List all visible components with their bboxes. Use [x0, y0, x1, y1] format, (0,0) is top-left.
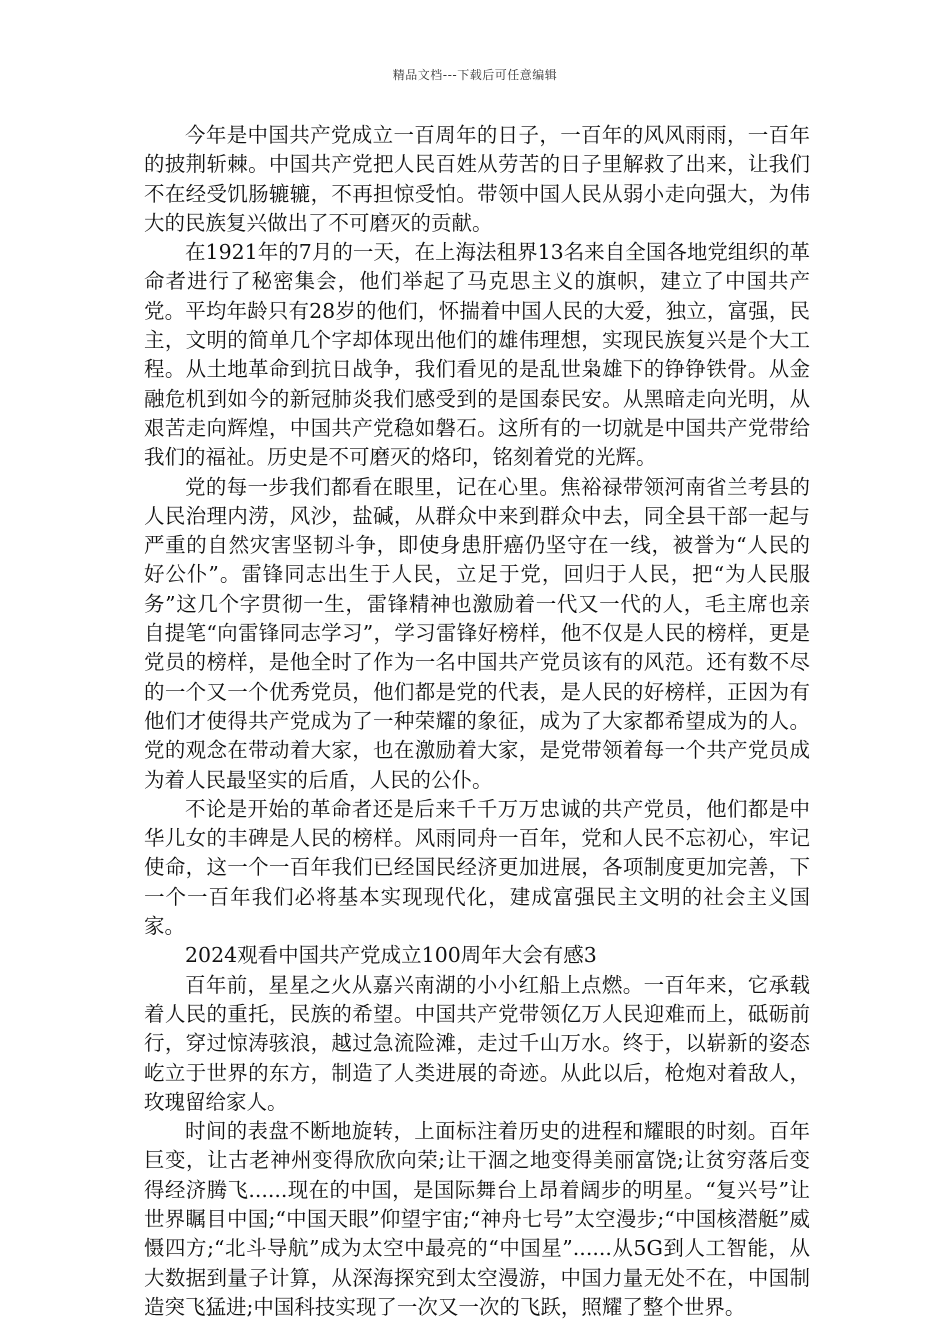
paragraph: 时间的表盘不断地旋转，上面标注着历史的进程和耀眼的时刻。百年巨变，让古老神州变得欣欣向荣;让干涸之地变得美丽富饶;让贫穷落后变得经济腾飞......现在的中国，是国际舞台上昂着阔步的明星。“复兴号”让世界瞩目中国;“中国天眼”仰望宇宙;“神舟七号”太空漫步;“中国核潜艇”威慑四方;“北斗导航”成为太空中最亮的“中国星”......从5G到人工智能，从大数据到量子计算，从深海探究到太空漫游，中国力量无处不在，中国制造突飞猛进;中国科技实现了一次又一次的飞跃，照耀了整个世界。 — [144, 1119, 810, 1319]
paragraph: 党的每一步我们都看在眼里，记在心里。焦裕禄带领河南省兰考县的人民治理内涝，风沙，盐碱，从群众中来到群众中去，同全县干部一起与严重的自然灾害坚韧斗争，即使身患肝癌仍坚守在一线，被誉为“人民的好公仆”。雷锋同志出生于人民，立足于党，回归于人民，把“为人民服务”这几个字贯彻一生，雷锋精神也激励着一代又一代的人，毛主席也亲自提笔“向雷锋同志学习”，学习雷锋好榜样，他不仅是人民的榜样，更是党员的榜样，是他全时了作为一名中国共产党员该有的风范。还有数不尽的一个又一个优秀党员，他们都是党的代表，是人民的好榜样，正因为有他们才使得共产党成为了一种荣耀的象征，成为了大家都希望成为的人。党的观念在带动着大家，也在激励着大家，是党带领着每一个共产党员成为着人民最坚实的后盾，人民的公仆。 — [144, 474, 810, 792]
page-header-note: 精品文档---下载后可任意编辑 — [392, 68, 558, 82]
paragraph: 不论是开始的革命者还是后来千千万万忠诚的共产党员，他们都是中华儿女的丰碑是人民的榜样。风雨同舟一百年，党和人民不忘初心，牢记使命，这一个一百年我们已经国民经济更加进展，各项制度更加完善，下一个一百年我们必将基本实现现代化，建成富强民主文明的社会主义国家。 — [144, 796, 810, 939]
paragraph: 今年是中国共产党成立一百周年的日子，一百年的风风雨雨，一百年的披荆斩棘。中国共产党把人民百姓从劳苦的日子里解救了出来，让我们不在经受饥肠辘辘，不再担惊受怕。带领中国人民从弱小走向强大，为伟大的民族复兴做出了不可磨灭的贡献。 — [144, 123, 810, 235]
section-heading: 2024观看中国共产党成立100周年大会有感3 — [185, 943, 597, 968]
paragraph: 在1921年的7月的一天，在上海法租界13名来自全国各地党组织的革命者进行了秘密集会，他们举起了马克思主义的旗帜，建立了中国共产党。平均年龄只有28岁的他们，怀揣着中国人民的大爱，独立，富强，民主，文明的简单几个字却体现出他们的雄伟理想，实现民族复兴是个大工程。从土地革命到抗日战争，我们看见的是乱世枭雄下的铮铮铁骨。从金融危机到如今的新冠肺炎我们感受到的是国泰民安。从黑暗走向光明，从艰苦走向辉煌，中国共产党稳如磐石。这所有的一切就是中国共产党带给我们的福祉。历史是不可磨灭的烙印，铭刻着党的光辉。 — [144, 240, 810, 470]
paragraph: 百年前，星星之火从嘉兴南湖的小小红船上点燃。一百年来，它承载着人民的重托，民族的希望。中国共产党带领亿万人民迎难而上，砥砺前行，穿过惊涛骇浪，越过急流险滩，走过千山万水。终于，以崭新的姿态屹立于世界的东方，制造了人类进展的奇迹。从此以后，枪炮对着敌人，玫瑰留给家人。 — [144, 972, 810, 1114]
document-body — [144, 121, 810, 1322]
